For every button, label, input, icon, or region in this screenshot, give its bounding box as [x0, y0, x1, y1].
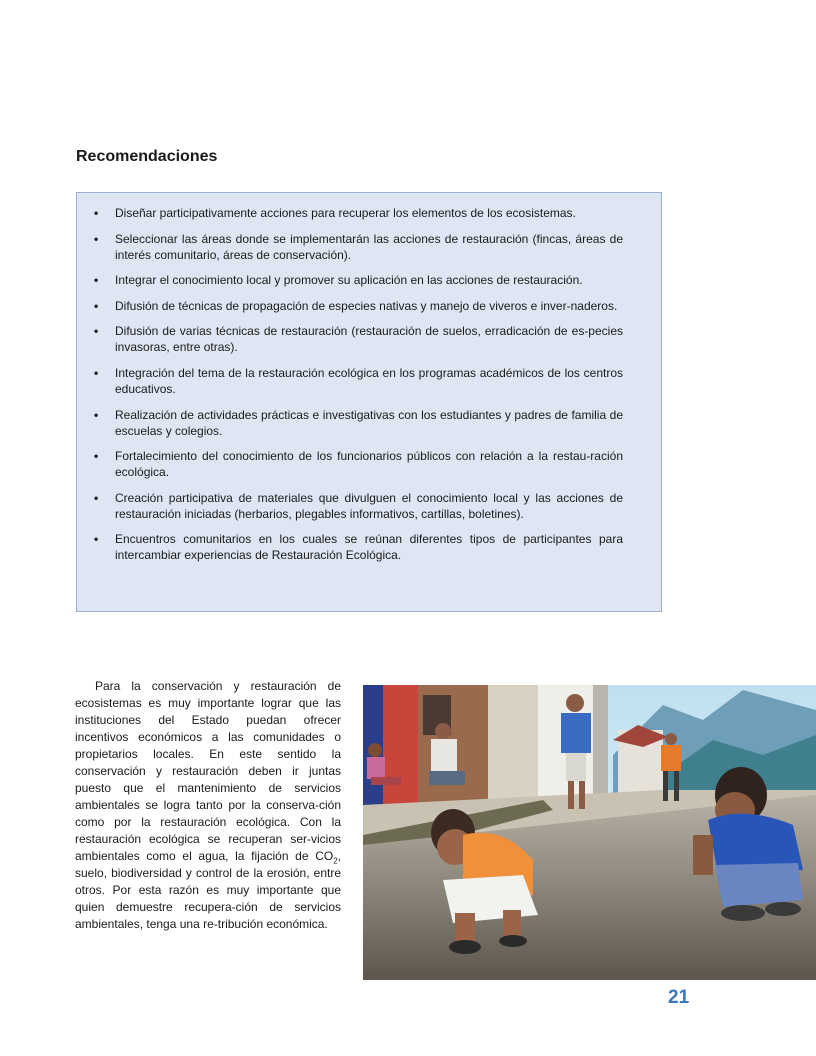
- recommendation-item: • Encuentros comunitarios en los cuales se reúnan diferentes tipos de participantes para intercambiar experiencias de Restauración Ecológica.: [115, 531, 623, 563]
- recommendation-item: • Difusión de técnicas de propagación de especies nativas y manejo de viveros e inver-naderos.: [115, 298, 623, 314]
- recommendation-item: • Integración del tema de la restauración ecológica en los programas académicos de los centros educativos.: [115, 365, 623, 397]
- recommendation-item: • Seleccionar las áreas donde se implementarán las acciones de restauración (fincas, áreas de interés comunitario, áreas de conservación).: [115, 231, 623, 263]
- recommendations-box: [76, 192, 662, 612]
- recommendation-item: • Fortalecimiento del conocimiento de los funcionarios públicos con relación a la restau-ración ecológica.: [115, 448, 623, 480]
- section-heading: Recomendaciones: [76, 148, 218, 165]
- recommendation-item: • Diseñar participativamente acciones para recuperar los elementos de los ecosistemas.: [115, 205, 623, 221]
- recommendation-item: • Creación participativa de materiales que divulguen el conocimiento local y las acciones de restauración iniciadas (herbarios, plegables informativos, cartillas, boletines).: [115, 490, 623, 522]
- children-playing-photo: [363, 685, 816, 980]
- page-number: 21: [668, 987, 690, 1008]
- recommendation-item: • Realización de actividades prácticas e investigativas con los estudiantes y padres de familia de escuelas y colegios.: [115, 407, 623, 439]
- recommendations-list: [115, 205, 623, 563]
- recommendation-item: • Difusión de varias técnicas de restauración (restauración de suelos, erradicación de es-pecies invasoras, entre otras).: [115, 323, 623, 355]
- co2-subscript: 2: [333, 856, 338, 866]
- body-paragraph: [75, 678, 341, 933]
- body-text-part2: , suelo, biodiversidad y control de la erosión, entre otros. Por esta razón es muy importante que quien demuestre recupera-ción de servicios ambientales, tenga una re-tribución económica.: [75, 849, 341, 931]
- recommendation-item: • Integrar el conocimiento local y promover su aplicación en las acciones de restauración.: [115, 272, 623, 288]
- body-text-part1: Para la conservación y restauración de ecosistemas es muy importante lograr que las instituciones del Estado puedan ofrecer incentivos económicos a las comunidades o propietarios locales. En este sentido la conservación y restauración deben ir juntas puesto que el mantenimiento de servicios ambientales se logra tanto por la conserva-ción como por la restauración ecológica. Con la restauración ecológica se recuperan ser-vicios ambientales como el agua, la fijación de CO: [75, 679, 341, 863]
